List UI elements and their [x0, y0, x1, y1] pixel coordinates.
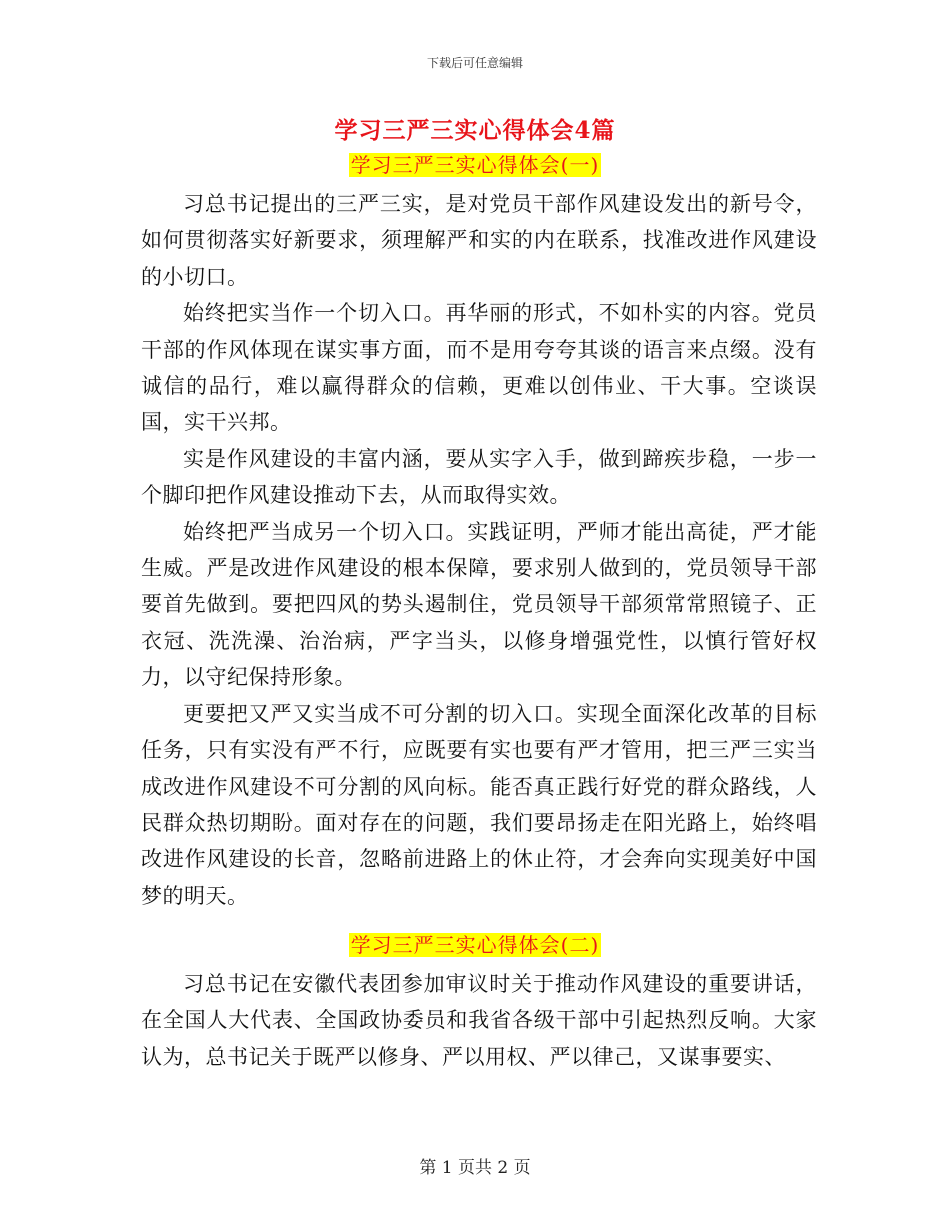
paragraph: 更要把又严又实当成不可分割的切入口。实现全面深化改革的目标任务，只有实没有严不行，应既要有实也要有严才管用，把三严三实当成改进作风建设不可分割的风向标。能否真正践行好党的群众路线，人民群众热切期盼。面对存在的问题，我们要昂扬走在阳光路上，始终唱改进作风建设的长音，忽略前进路上的休止符，才会奔向实现美好中国梦的明天。	[141, 701, 817, 908]
document-title: 学习三严三实心得体会4篇	[334, 117, 616, 144]
section-heading-1-text: 学习三严三实心得体会(一)	[350, 153, 600, 177]
paragraph: 始终把严当成另一个切入口。实践证明，严师才能出高徒，严才能生威。严是改进作风建设的根本保障，要求别人做到的，党员领导干部要首先做到。要把四风的势头遏制住，党员领导干部须常常照镜子、正衣冠、洗洗澡、治治病，严字当头，以修身增强党性，以慎行管好权力，以守纪保持形象。	[141, 519, 817, 690]
section-1-body	[141, 186, 817, 914]
page-footer: 第 1 页共 2 页	[419, 1158, 531, 1178]
paragraph: 始终把实当作一个切入口。再华丽的形式，不如朴实的内容。党员干部的作风体现在谋实事方面，而不是用夸夸其谈的语言来点缀。没有诚信的品行，难以赢得群众的信赖，更难以创伟业、干大事。空谈误国，实干兴邦。	[141, 301, 817, 435]
section-2-body	[141, 966, 817, 1075]
paragraph: 习总书记提出的三严三实，是对党员干部作风建设发出的新号令，如何贯彻落实好新要求，须理解严和实的内在联系，找准改进作风建设的小切口。	[141, 192, 817, 289]
section-heading-2	[0, 930, 950, 960]
section-heading-1	[0, 150, 950, 180]
section-heading-2-text: 学习三严三实心得体会(二)	[350, 933, 600, 957]
paragraph: 习总书记在安徽代表团参加审议时关于推动作风建设的重要讲话，在全国人大代表、全国政协委员和我省各级干部中引起热烈反响。大家认为，总书记关于既严以修身、严以用权、严以律己，又谋事要实、	[141, 972, 817, 1069]
header-note: 下载后可任意编辑	[426, 56, 523, 70]
paragraph: 实是作风建设的丰富内涵，要从实字入手，做到蹄疾步稳，一步一个脚印把作风建设推动下去，从而取得实效。	[141, 446, 817, 508]
